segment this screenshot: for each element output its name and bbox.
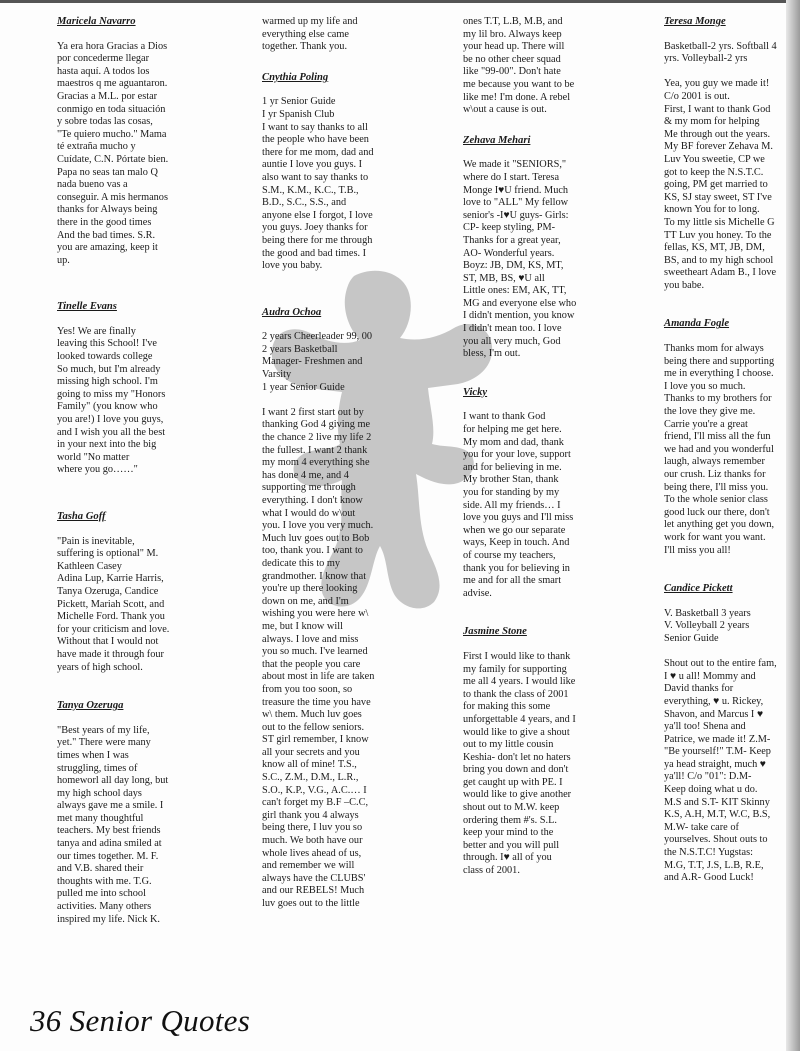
student-name: Cnythia Poling xyxy=(262,71,329,83)
column-4 xyxy=(664,16,788,885)
senior-quote: Basketball-2 yrs. Softball 4 yrs. Volleyball-2 yrs Yea, you guy we made it! C/o 2001 is out. First, I want to thank God & my mom for helping Me through out the years. My BF forever Zehava M. Luv You sweetie, CP we got to keep the N.S.T.C. going, PM get married to KS, SJ stay sweet, ST I've known You for to long. To my little sis Michelle G TT Luv you honey. To the fellas, KS, MT, JB, DM, BS, and to my high school sweetheart Adam B., I love you babe. xyxy=(664,40,777,291)
student-name: Maricela Navarro xyxy=(57,16,136,27)
senior-quote: 1 yr Senior Guide I yr Spanish Club I want to say thanks to all the people who have been there for me mom, dad and auntie I love you guys. I also want to say thanks to S.M., K.M., K.C., T.B., B.D., S.C., S.S., and anyone else I forgot, I love you guys. Joey thanks for being there for me through the good and bad times. I love you baby. xyxy=(262,96,374,272)
student-name: Tanya Ozeruga xyxy=(57,700,124,712)
column-3 xyxy=(463,16,625,878)
student-name: Tinelle Evans xyxy=(57,301,117,313)
student-name: Zehava Mehari xyxy=(463,134,531,146)
student-name: Teresa Monge xyxy=(664,16,726,27)
page-edge-shadow xyxy=(786,0,800,1051)
column-2 xyxy=(262,16,422,911)
senior-quote: "Pain is inevitable, suffering is optional" M. Kathleen Casey Adina Lup, Karrie Harris, Tanya Ozeruga, Candice Pickett, Mariah Scott, and Michelle Ford. Thank you for your criticism and love. Without that I would not have made it through four years of high school. xyxy=(57,535,170,673)
senior-quote: I want to thank God for helping me get here. My mom and dad, thank you for your love, support and for believing in me. My brother Stan, thank you for standing by my side. All my friends… I love you guys and I'll miss when we go our separate ways, Keep in touch. And of course my teachers, thank you for believing in me and for all the smart advise. xyxy=(463,411,574,599)
senior-quote: V. Basketball 3 years V. Volleyball 2 years Senior Guide Shout out to the entire fam, I ♥ u all! Mommy and David thanks for everything, ♥ u. Rickey, Shavon, and Marcus I ♥ ya'll too! Shena and Patrice, we made it! Z.M- "Be yourself!" T.M- Keep ya head straight, much ♥ ya'll! C/o "01": D.M- Keep doing what u do. M.S and S.T- KIT Skinny K.S, A.H, M.T, W.C, B.S, M.W- take care of yourselves. Shout outs to the N.S.T.C! Yugstas: M.G, T.T, J.S, L.B, R.E, and A.R- Good Luck! xyxy=(664,607,777,884)
senior-quote-continued: ones T.T, L.B, M.B, and my lil bro. Always keep your head up. There will be no other cheer squad like "99-00". Don't hate me because you want to be like me! I'm done. A rebel w\out a cause is out. xyxy=(463,16,575,116)
senior-quote: "Best years of my life, yet." There were many times when I was struggling, times of homeworl all day long, but my high school days always gave me a smile. I met many thoughtful teachers. My best friends tanya and adina smiled at our times together. M. F. and V.B. shared their thoughts with me. T.G. pulled me into school activities. Many others inspired my life. Nick K. xyxy=(57,724,169,925)
column-1 xyxy=(57,16,222,926)
student-name: Jasmine Stone xyxy=(463,626,527,638)
senior-quote: Ya era hora Gracias a Dios por concederme llegar hasta aquí. A todos los maestros q me aguantaron. Gracias a M.L. por estar conmigo en toda situación y sobre todas las cosas, "Te quiero mucho." Mama té extraña mucho y Cuídate, C.N. Pórtate bien. Papa no seas tan malo Q nada bueno vas a conseguir. A mis hermanos thanks for Always being there in the good times And the bad times. S.R. you are amazing, keep it up. xyxy=(57,40,169,266)
student-name: Candice Pickett xyxy=(664,583,733,595)
senior-quote: 2 years Cheerleader 99, 00 2 years Basketball Manager- Freshmen and Varsity 1 year Senior Guide I want 2 first start out by thanking God 4 giving me the chance 2 live my life 2 the fullest. I want 2 thank my mom 4 everything she has done 4 me, and 4 supporting me through everything. I don't know what I would do w\out you. I love you very much. Much luv goes out to Bob too, thank you. I want to dedicate this to my grandmother. I know that you're up there looking down on me, and I'm wishing you were here w\ me, but I know will always. I love and miss you so much. I've learned that the people you care about most in life are taken from you too soon, so treasure the time you have w\ them. Much luv goes out to the fellow seniors. ST girl remember, I know all your secrets and you know all of mine! T.S., S.C., Z.M., D.M., L.R., S.O., K.P., V.G., A.C.… I can't forget my B.F –C.C, girl thank you 4 always being there, I luv you so much. We both have our whole lives ahead of us, and remember we will always have the CLUBS' and our REBELS! Much luv goes out to the little xyxy=(262,331,375,909)
student-name: Vicky xyxy=(463,386,488,398)
senior-quote: Yes! We are finally leaving this School! I've looked towards college So much, but I'm already missing high school. I'm going to miss my "Honors Family" (you know who you are!) I love you guys, and I wish you all the best in your next into the big world "No matter where you go……" xyxy=(57,325,166,476)
page-number: 36 xyxy=(30,1003,62,1038)
senior-quote: First I would like to thank my family for supporting me all 4 years. I would like to thank the class of 2001 for making this some unforgettable 4 years, and I would like to give a shout out to my little cousin Keshia- don't let no haters bring you down and don't get caught up with PE. I would like to give another shout out to M.W. keep ordering them #'s. S.L. keep your mind to the better and you will pull through. I♥ all of you class of 2001. xyxy=(463,650,576,877)
senior-quote: We made it "SENIORS," where do I start. Teresa Monge I♥U friend. Much love to "ALL" My fellow senior's -I♥U guys- Girls: CP- keep styling, PM- Thanks for a great year, AO- Wonderful years. Boyz: JB, DM, KS, MT, ST, MB, BS, ♥U all Little ones: EM, AK, TT, MG and everyone else who I didn't mention, you know I didn't mean too. I love you all very much, God bless, I'm out. xyxy=(463,159,577,360)
section-title: Senior Quotes xyxy=(69,1003,251,1038)
student-name: Audra Ochoa xyxy=(262,306,322,318)
student-name: Tasha Goff xyxy=(57,511,106,522)
senior-quote-continued: warmed up my life and everything else came together. Thank you. xyxy=(262,16,358,53)
top-border xyxy=(0,0,800,3)
student-name: Amanda Fogle xyxy=(664,318,730,330)
senior-quote: Thanks mom for always being there and supporting me in everything I choose. I love you so much. Thanks to my brothers for the love they give me. Carrie you're a great friend, I'll miss all the fun we had and you wonderful laugh, always remember our crush. Liz thanks for being there, I'll miss you. To the whole senior class good luck our there, don't let anything get you down, work for want you want. I'll miss you all! xyxy=(664,343,775,556)
page-footer xyxy=(30,1003,250,1039)
